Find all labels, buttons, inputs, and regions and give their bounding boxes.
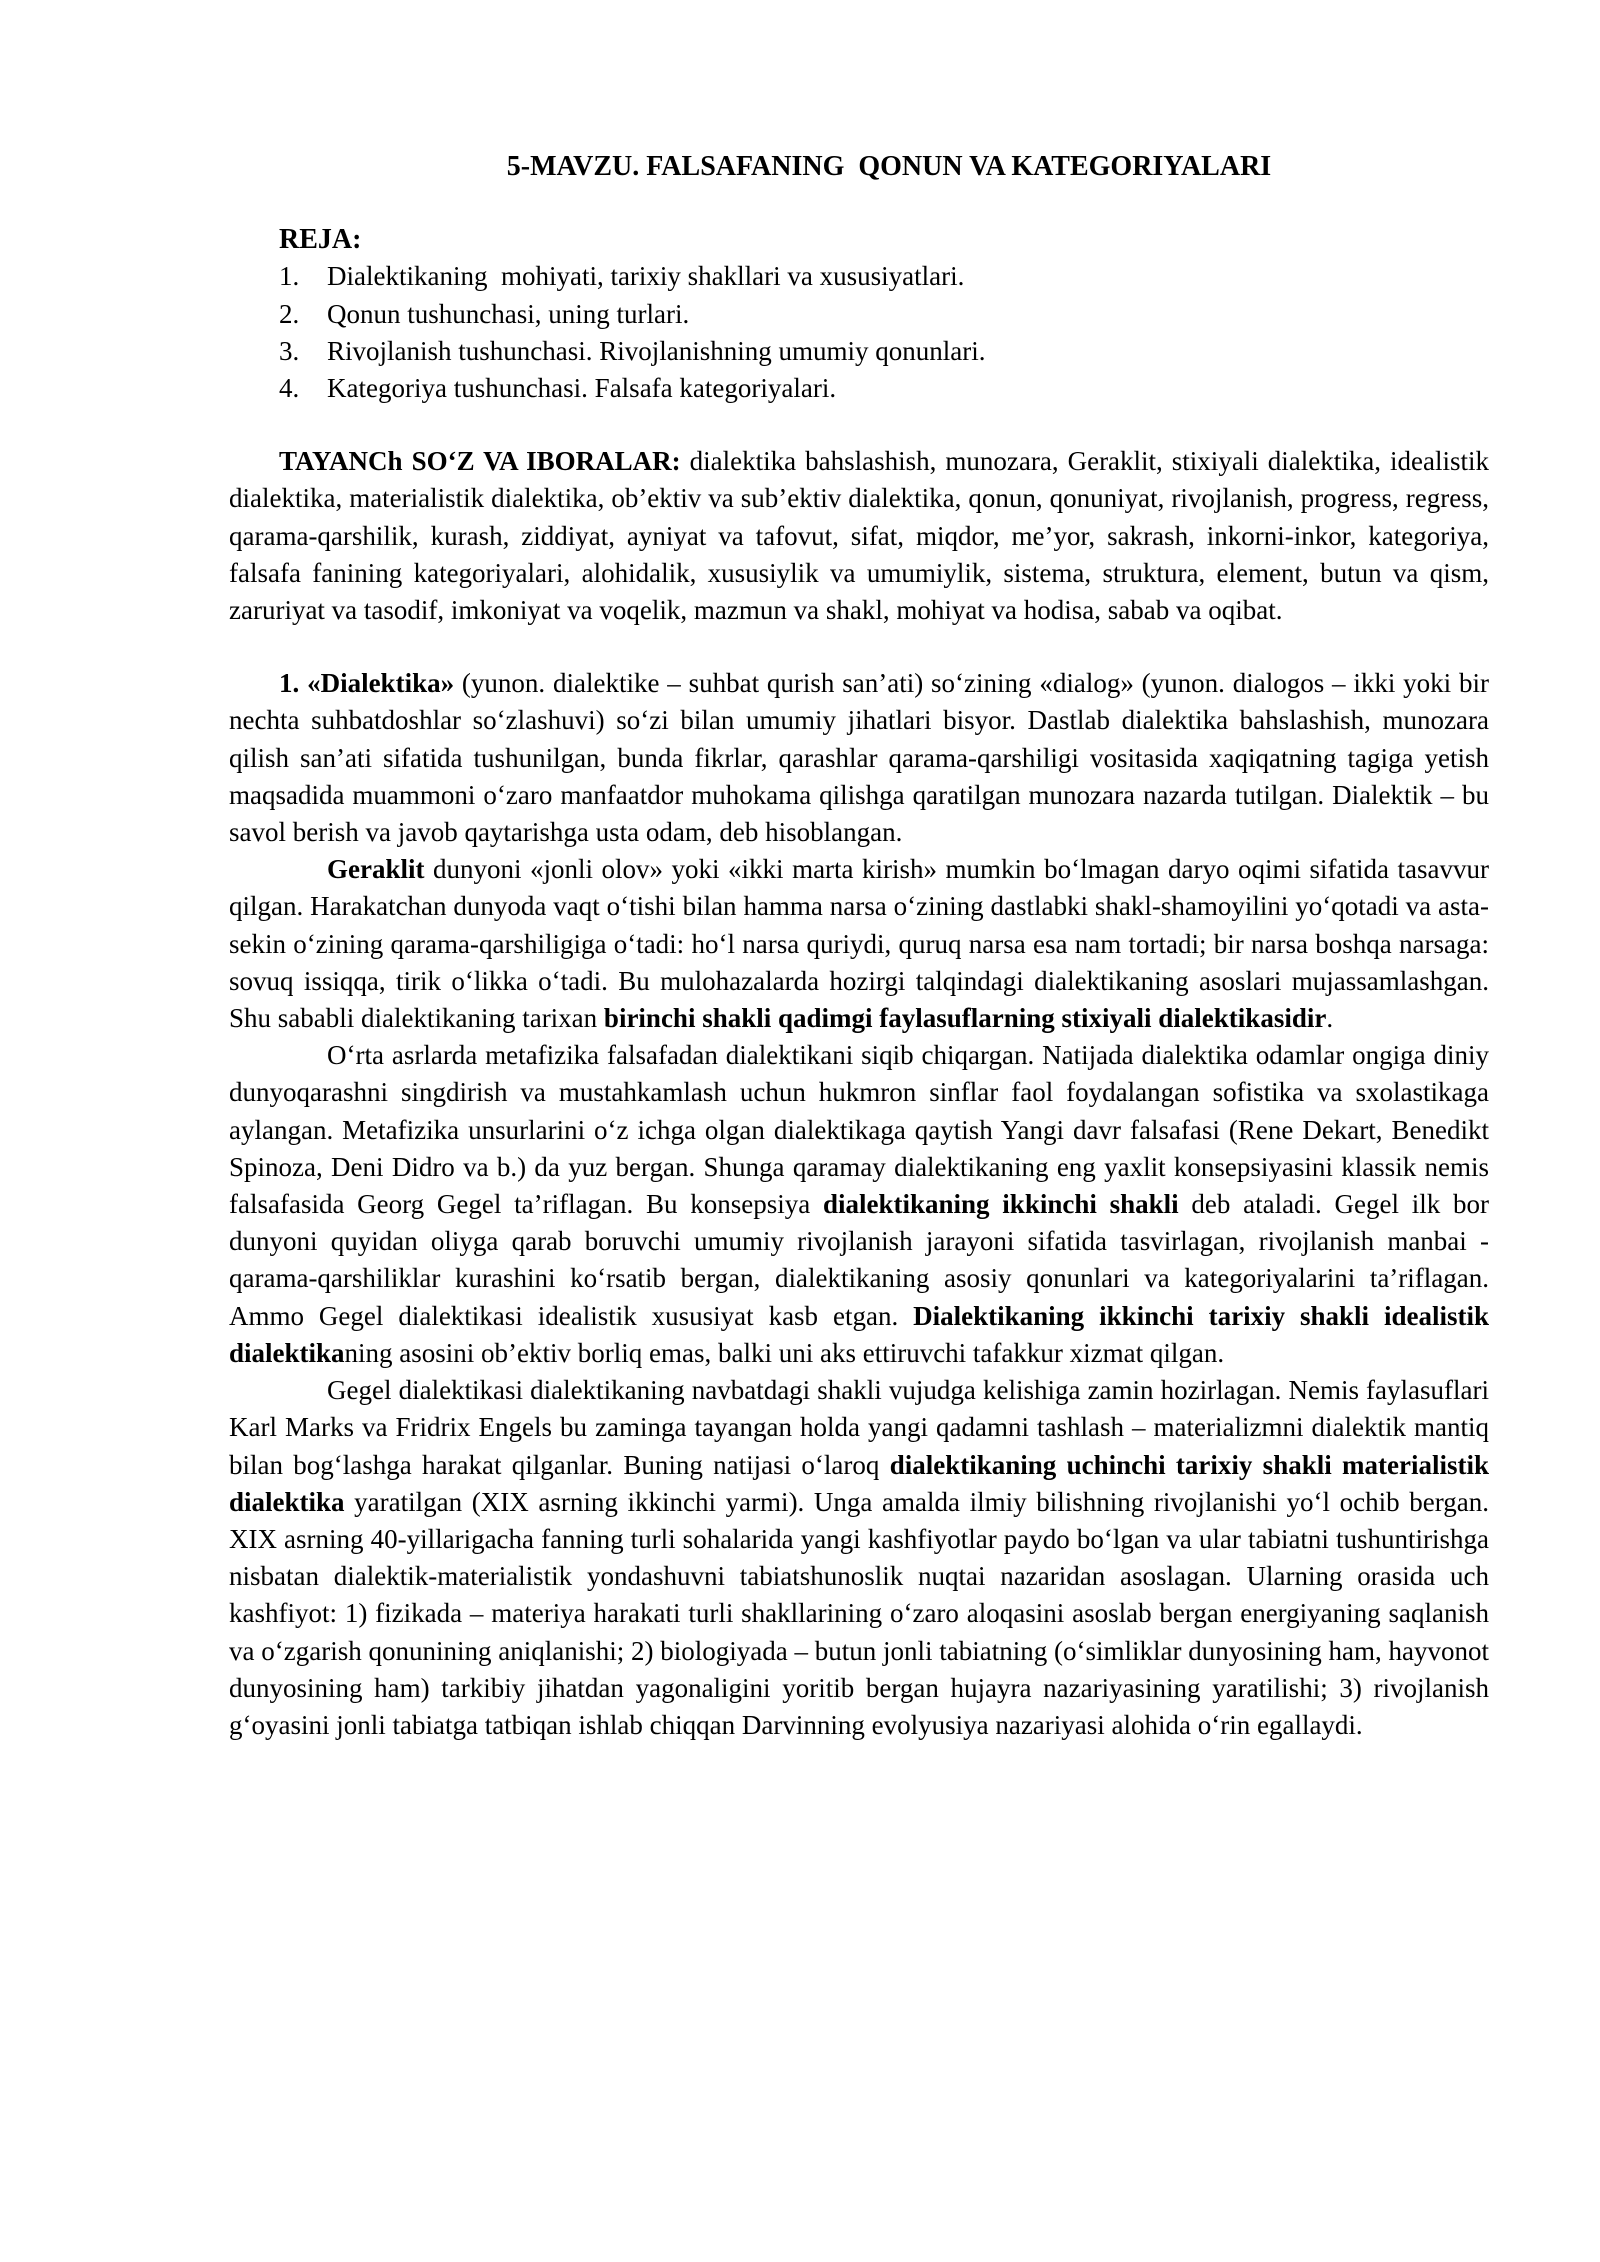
plan-heading: REJA:	[279, 224, 362, 256]
plan-list	[229, 258, 1489, 407]
document-page	[229, 148, 1489, 1744]
plan-item	[279, 296, 1489, 333]
plan-item-text: Rivojlanish tushunchasi. Rivojlanishning umumiy qonunlari.	[327, 335, 986, 366]
plan-item	[279, 258, 1489, 295]
plan-item-text: Dialektikaning mohiyati, tarixiy shakllari va xususiyatlari.	[327, 261, 965, 292]
plan-item-number: 3.	[279, 335, 300, 366]
paragraph-text: O‘rta asrlarda metafizika falsafadan dialektikani siqib chiqargan. Natijada dialektika odamlar ongiga diniy dunyoqarashni singdirish va mustahkamlash uchun hukmron sinflar faol foydalangan sofistika va sxolastikaga aylangan. Metafizika unsurlarini o‘z ichga olgan dialektikaga qaytish Yangi davr falsafasi (Rene Dekart, Benedikt Spinoza, Deni Didro va b.) da yuz bergan. Shunga qaramay dialektikaning eng yaxlit konsepsiyasini klassik nemis falsafasida Georg Gegel ta’riflagan. Bu konsepsiya	[229, 1040, 1489, 1220]
paragraph-text: yaratilgan (XIX asrning ikkinchi yarmi). Unga amalda ilmiy bilishning rivojlanishi yo‘l ochib bergan. XIX asrning 40-yillarigacha fanning turli sohalarida yangi kashfiyotlar paydo bo‘lgan va ular tabiatni tushuntirishga nisbatan dialektik-materialistik yondashuvni tabiatshunoslik nuqtai nazaridan asoslagan. Ularning orasida uch kashfiyot: 1) fizikada – materiya harakati turli shakllarining o‘zaro aloqasini asoslab bergan energiyaning saqlanish va o‘zgarish qonunining aniqlanishi; 2) biologiyada – butun jonli tabiatning (o‘simliklar dunyosining ham, hayvonot dunyosining ham) tarkibiy jihatdan yagonaligini yoritib bergan hujayra nazariyasining yaratilishi; 3) rivojlanish g‘oyasini jonli tabiatga tatbiqan ishlab chiqqan Darvinning evolyusiya nazariyasi alohida o‘rin egallaydi.	[229, 1486, 1489, 1740]
plan-item-number: 1.	[279, 261, 300, 292]
paragraph-dialektika	[229, 665, 1489, 851]
plan-item	[279, 370, 1489, 407]
paragraph-lead: 1. «Dialektika»	[279, 668, 455, 699]
paragraph-gegel	[229, 1372, 1489, 1744]
paragraph-lead: Geraklit	[327, 854, 425, 885]
paragraph-text: Gegel dialektikasi dialektikaning navbatdagi shakli vujudga kelishiga zamin hozirlagan. Nemis faylasuflari Karl Marks va Fridrix Engels bu zaminga tayangan holda yangi qadamni tashlash – materializmni dialektik mantiq bilan bog‘lashga harakat qilganlar. Buning natijasi o‘laroq	[229, 1375, 1489, 1480]
plan-item-text: Kategoriya tushunchasi. Falsafa kategoriyalari.	[327, 373, 837, 404]
plan-item-text: Qonun tushunchasi, uning turlari.	[327, 298, 690, 329]
document-title: 5-MAVZU. FALSAFANING QONUN VA KATEGORIYALARI	[506, 151, 1272, 182]
paragraph-text: dunyoni «jonli olov» yoki «ikki marta kirish» mumkin bo‘lmagan daryo oqimi sifatida tasavvur qilgan. Harakatchan dunyoda vaqt o‘tishi bilan hamma narsa o‘zining dastlabki shakl-shamoyilini yo‘qotadi va asta-sekin o‘zining qarama-qarshiligiga o‘tadi: ho‘l narsa quriydi, quruq narsa esa nam tortadi; bir narsa boshqa narsaga: sovuq issiqqa, tirik o‘likka o‘tadi. Bu mulohazalarda hozirgi talqindagi dialektikaning asoslari mujassamlashgan. Shu sababli dialektikaning tarixan	[229, 854, 1489, 1034]
plan-item-number: 4.	[279, 373, 300, 404]
keywords-paragraph	[229, 443, 1489, 629]
keywords-text: dialektika bahslashish, munozara, Geraklit, stixiyali dialektika, idealistik dialektika, materialistik dialektika, ob’ektiv va sub’ektiv dialektika, qonun, qonuniyat, rivojlanish, progress, regress, qarama-qarshilik, kurash, ziddiyat, ayniyat va tafovut, sifat, miqdor, me’yor, sakrash, inkorni-inkor, kategoriya, falsafa fanining kategoriyalari, alohidalik, xususiylik va umumiylik, sistema, struktura, element, butun va qism, zaruriyat va tasodif, imkoniyat va voqelik, mazmun va shakl, mohiyat va hodisa, sabab va oqibat.	[229, 446, 1490, 626]
paragraph-text: (yunon. dialektike – suhbat qurish san’ati) so‘zining «dialog» (yunon. dialogos – ikki yoki bir nechta suhbatdoshlar so‘zlashuvi) so‘zi bilan umumiy jihatlari bisyor. Dastlab dialektika bahslashish, munozara qilish san’ati sifatida tushunilgan, bunda fikrlar, qarashlar qarama-qarshiligi vositasida xaqiqatning tagiga yetish maqsadida muammoni o‘zaro manfaatdor muhokama qilishga qaratilgan munozara nazarda tutilgan. Dialektik – bu savol berish va javob qaytarishga usta odam, deb hisoblangan.	[229, 668, 1490, 848]
paragraph-bold: birinchi shakli qadimgi faylasuflarning stixiyali dialektikasidir	[603, 1003, 1327, 1034]
plan-item-number: 2.	[279, 298, 300, 329]
paragraph-geraklit	[229, 851, 1489, 1037]
paragraph-bold: Dialektikaning ikkinchi tarixiy shakli idealistik dialektika	[229, 1300, 1489, 1368]
keywords-label: TAYANCh SO‘Z VA IBORALAR:	[279, 446, 681, 477]
paragraph-text: ning asosini ob’ektiv borliq emas, balki uni aks ettiruvchi tafakkur xizmat qilgan.	[344, 1337, 1225, 1368]
plan-item	[279, 333, 1489, 370]
paragraph-text: .	[1326, 1003, 1334, 1034]
paragraph-orta-asrlar	[229, 1037, 1489, 1372]
paragraph-text: deb ataladi. Gegel ilk bor dunyoni quyidan oliyga qarab boruvchi umumiy rivojlanish jarayoni sifatida tasvirlagan, rivojlanish manbai - qarama-qarshiliklar kurashini ko‘rsatib bergan, dialektikaning asosiy qonunlari va kategoriyalarini ta’riflagan. Ammo Gegel dialektikasi idealistik xususiyat kasb etgan.	[229, 1189, 1489, 1331]
paragraph-bold: dialektikaning ikkinchi shakli	[823, 1189, 1179, 1220]
paragraph-bold: dialektikaning uchinchi tarixiy shakli materialistik dialektika	[229, 1449, 1489, 1517]
